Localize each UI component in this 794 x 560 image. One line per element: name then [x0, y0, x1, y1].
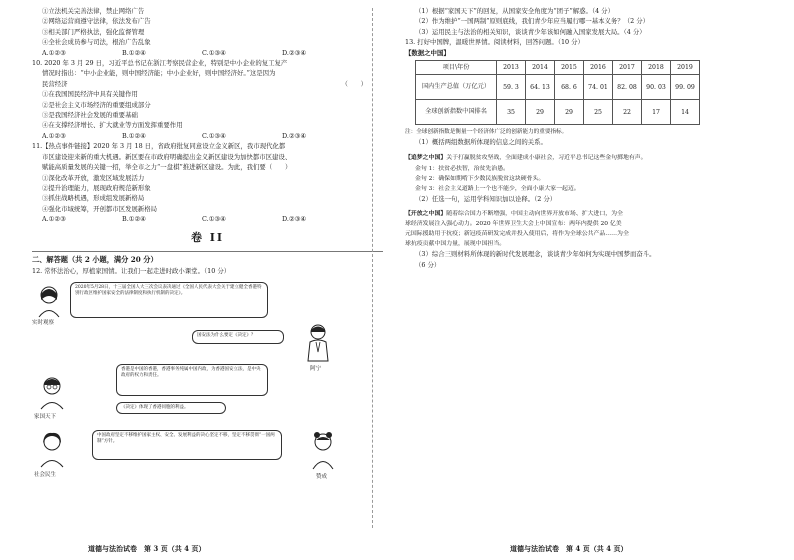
table-cell: 29: [555, 100, 584, 125]
table-cell: 25: [584, 100, 613, 125]
answer-paren: （ ）: [341, 79, 367, 88]
choice-a: A.①②③: [42, 131, 66, 140]
q11-stem-2: 市区建设迎来新的重大机遇。新区要在市政府明确提出金义新区建设为加快都市区建设、: [42, 152, 292, 161]
q9-choices: [32, 48, 383, 58]
page-footer-right: 道德与法治试卷 第 4 页（共 4 页）: [510, 544, 628, 553]
q11-option-4: ④强化市域统筹，开创都市区发展新格局: [42, 204, 158, 213]
choice-c: C.①③④: [202, 48, 226, 57]
woman-short-hair-figure-icon: [36, 430, 68, 468]
q11-option-1: ①深化改革开放，激发区域发展活力: [42, 173, 145, 182]
quote-2: 金句 2：确保如期啃下少数民族脱贫这块硬骨头。: [415, 175, 545, 182]
q10-option-4: ④在支撑经济增长、扩大就业等方面发挥重要作用: [42, 121, 183, 130]
speech-bubble-1: 2020年5月28日，十三届全国人大三次会议表决通过《全国人民代表大会关于建立健全香港特别行政区维护国家安全的法律制度和执行机制的决定》。: [70, 282, 268, 318]
speech-bubble-4: 《决定》体现了香港同胞的利益。: [116, 402, 226, 414]
page-divider: [372, 8, 373, 528]
choice-b: B.①②④: [122, 131, 146, 140]
table-cell: 17: [642, 100, 671, 125]
table-note: 注：全球创新指数是衡量一个经济体广泛的创新能力的重要指标。: [405, 129, 568, 136]
q10-option-2: ②是社会主义市场经济的重要组成部分: [42, 100, 151, 109]
table-cell: 29: [526, 100, 555, 125]
open-title: 【开放之中国】: [405, 209, 447, 217]
year-cell: 2017: [613, 61, 642, 75]
table-cell: 35: [497, 100, 526, 125]
table-header-row: [416, 61, 700, 75]
speech-bubble-3: 香港是中国的香港，香港事务纯属中国内政，为香港国安立法，是中央政府的权力和责任。: [116, 364, 268, 396]
label-2: 家国天下: [34, 413, 57, 420]
quote-3: 金句 3：社会主义道路上一个也不能少，全面小康大家一起迈。: [415, 186, 580, 193]
table-cell: 90. 03: [642, 75, 671, 100]
q13-3-line-2: （6 分）: [415, 260, 441, 269]
q13-2: （2）任选一句，运用学科知识加以诠释。（2 分）: [415, 195, 557, 204]
q12-sub-1: （1）根据“家国天下”的回复，从国家安全角度为“团子”解惑。（4 分）: [415, 7, 614, 15]
q13-intro: 13. 打好中国牌，温暖世界情。阅读材料，回答问题。（10 分）: [405, 38, 584, 47]
row-label: 全球创新指数中国排名: [416, 100, 497, 125]
quote-1: 金句 1：扶贫必扶智，治贫先治愚。: [415, 165, 509, 172]
year-cell: 2015: [555, 61, 584, 75]
label-3: 阿宁: [310, 365, 322, 372]
q12-sub-2: （2）作为维护“一国两制”原则底线，我们青少年应当履行哪一基本义务？（2 分）: [415, 17, 649, 26]
q11-option-2: ②提升治理能力，展现政府规范新形象: [42, 183, 151, 192]
q10-choices: [32, 131, 383, 141]
choice-a: A.①②③: [42, 48, 66, 57]
divider-line: [32, 251, 383, 252]
choice-c: C.①③④: [202, 131, 226, 140]
q13-3-line-1: （3）综合三则材料所体现的新时代发展理念，谈谈青少年如何为实现中国梦而奋斗。: [415, 250, 656, 259]
q10-stem-1: 10. 2020 年 3 月 29 日，习近平总书记在浙江考察民营企业，特别是中小企业的复工复产: [32, 59, 288, 68]
q10-stem-2: 情况时指出：“中小企业能，则中国经济能；中小企业好，则中国经济好。”这是因为: [42, 69, 276, 78]
right-page: [397, 0, 794, 560]
table-cell: 22: [613, 100, 642, 125]
data-section-title: 【数据之中国】: [405, 48, 450, 57]
data-table: [415, 60, 700, 125]
label-1: 实时观察: [32, 319, 55, 326]
q9-option-1: ①立法机关完善法律，禁止网络广告: [42, 7, 145, 15]
q10-stem-3: [32, 79, 383, 89]
choice-b: B.①②④: [122, 48, 146, 57]
open-text-3: 元国际援助用于抗疫；新冠疫苗研发完成并投入使用后，将作为全球公共产品……为全: [405, 231, 629, 238]
year-cell: 2016: [584, 61, 613, 75]
choice-d: D.②③④: [282, 215, 307, 224]
q10-stem-3-text: 民营经济: [42, 79, 68, 88]
child-figure-icon: [308, 430, 338, 470]
open-text-4: 球抗疫贡献中国力量，展现中国担当。: [405, 241, 506, 248]
q11-stem-1: 11.【热点事件链接】2020 年 3 月 18 日，省政府批复同意设立金义新区，我市现代化都: [32, 142, 286, 151]
choice-a: A.①②③: [42, 215, 66, 224]
q9-option-2: ②网络运营商遵守法律，依法发布广告: [42, 17, 151, 26]
q13-1: （1）概括两组数据所体现的信息之间的关系。: [415, 138, 547, 147]
row-label: 国内生产总值（万亿元）: [416, 75, 497, 100]
table-cell: 14: [671, 100, 700, 125]
volume-title: 卷 II: [190, 230, 225, 244]
man-figure-icon: [304, 322, 332, 362]
page-footer-left: 道德与法治试卷 第 3 页（共 4 页）: [88, 544, 206, 553]
q12-sub-3: （3）运用民主与法治的相关知识，谈谈青少年该如何融入国家发展大局。（4 分）: [415, 27, 646, 36]
year-cell: 2014: [526, 61, 555, 75]
open-text-1: 随着综合国力不断增强，中国主动向世界开放市场、扩大进口，为全: [446, 210, 623, 217]
table-cell: 82. 08: [613, 75, 642, 100]
q9-option-3: ③相关部门严格执法，强化监督管理: [42, 27, 145, 36]
q11-option-3: ③抓住战略机遇，形成组发展新格局: [42, 194, 145, 203]
table-cell: 68. 6: [555, 75, 584, 100]
year-cell: 2019: [671, 61, 700, 75]
table-header-label: 项目\年份: [416, 61, 497, 75]
q11-stem-3: 赋能高质量发展的关键一招，举全市之力“一盘棋”推进新区建设。为此，我们要（ ）: [42, 163, 292, 172]
q12-intro: 12. 常怀法治心，厚植家国情。让我们一起走进时政小课堂。（10 分）: [32, 266, 231, 275]
speech-bubble-5: 中国政府坚定不移维护国家主权、安全、发展利益的决心坚定不移，坚定不移贯彻“一国两制”方针。: [92, 430, 282, 460]
woman-figure-icon: [34, 284, 64, 318]
table-cell: 74. 01: [584, 75, 613, 100]
label-5: 赞成: [316, 473, 328, 480]
label-4: 社会民生: [34, 471, 57, 478]
year-cell: 2013: [497, 61, 526, 75]
man-glasses-figure-icon: [36, 374, 68, 410]
choice-b: B.①②④: [122, 215, 146, 224]
poverty-paragraph: [405, 153, 782, 163]
table-cell: 59. 3: [497, 75, 526, 100]
choice-d: D.②③④: [282, 131, 307, 140]
table-row: [416, 75, 700, 100]
choice-d: D.②③④: [282, 48, 307, 57]
q11-choices: [32, 214, 383, 224]
open-paragraph-line-1: [405, 209, 782, 219]
q9-option-4: ④全社会成员参与司法，根治广告乱象: [42, 38, 151, 47]
q10-option-3: ③是我国经济社会发展的重要基础: [42, 111, 138, 120]
poverty-text: 关于打赢脱贫攻坚战，全面建成小康社会，习近平总书记这些金句掷地有声。: [446, 155, 647, 162]
poverty-title: 【追梦之中国】: [405, 154, 447, 162]
year-cell: 2018: [642, 61, 671, 75]
section-title: 二、解答题（共 2 小题，满分 20 分）: [32, 254, 158, 264]
table-cell: 64. 13: [526, 75, 555, 100]
speech-bubble-2: 国安法为什么要定《决定》？: [192, 330, 284, 344]
open-text-2: 球经济发展注入强心动力。2020 年世界卫生大会上中国宣布：两年内提供 20 亿美: [405, 220, 622, 227]
q10-option-1: ①在我国国民经济中具有关键作用: [42, 90, 138, 99]
table-row: [416, 100, 700, 125]
comic-strip: [32, 280, 383, 495]
table-cell: 99. 09: [671, 75, 700, 100]
choice-c: C.①③④: [202, 215, 226, 224]
